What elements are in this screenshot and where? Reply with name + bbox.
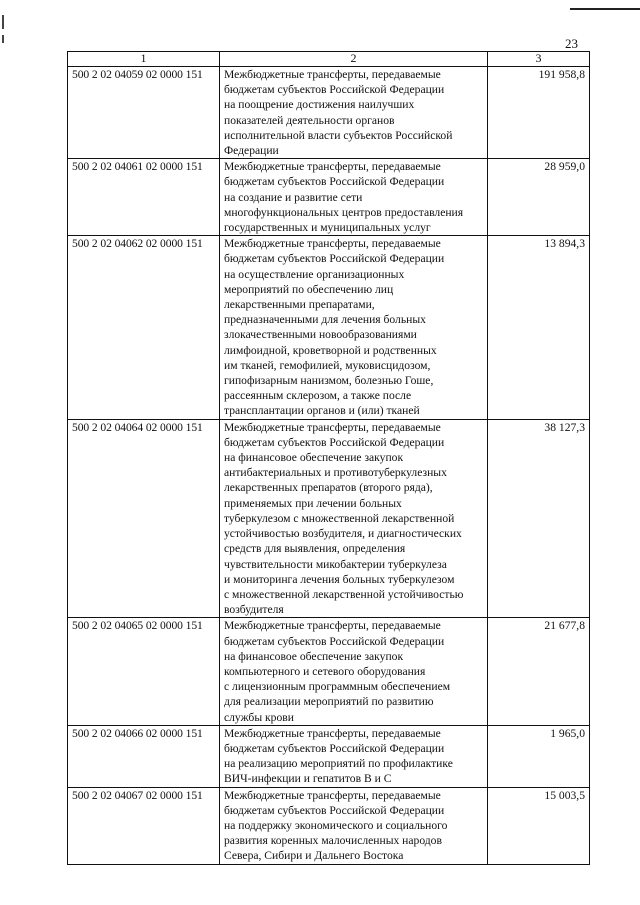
description-line: лекарственных препаратов (второго ряда), (224, 481, 433, 495)
description-line: исполнительной власти субъектов Российской (224, 128, 453, 142)
table-row (68, 419, 590, 618)
description-line: службы крови (224, 710, 294, 724)
description-line: компьютерного и сетевого оборудования (224, 664, 426, 678)
description-line: развития коренных малочисленных народов (224, 834, 442, 848)
description-line: и мониторинга лечения больных туберкулезом (224, 572, 455, 586)
description-line: Межбюджетные трансферты, передаваемые (224, 68, 441, 81)
description-line: им тканей, гемофилией, муковисцидозом, (224, 358, 431, 372)
description-line: антибактериальных и противотуберкулезных (224, 466, 447, 480)
description-line: многофункциональных центров предоставления (224, 205, 464, 219)
budget-transfers-table (67, 51, 590, 865)
amount-value: 191 958,8 (488, 67, 590, 159)
transfer-description (220, 159, 488, 236)
amount-value: 38 127,3 (488, 419, 590, 618)
budget-classification-code: 500 2 02 04066 02 0000 151 (68, 725, 220, 787)
description-line: Межбюджетные трансферты, передаваемые (224, 160, 441, 174)
description-line: бюджетам субъектов Российской Федерации (224, 175, 445, 189)
description-line: бюджетам субъектов Российской Федерации (224, 435, 445, 449)
budget-classification-code: 500 2 02 04059 02 0000 151 (68, 67, 220, 159)
description-line: бюджетам субъектов Российской Федерации (224, 741, 445, 755)
description-line: бюджетам субъектов Российской Федерации (224, 252, 445, 266)
description-line: Межбюджетные трансферты, передаваемые (224, 788, 441, 802)
table-row (68, 787, 590, 864)
amount-value: 15 003,5 (488, 787, 590, 864)
description-line: бюджетам субъектов Российской Федерации (224, 83, 445, 97)
description-line: применяемых при лечении больных (224, 496, 402, 510)
scan-margin-mark (2, 15, 4, 29)
description-line: на осуществление организационных (224, 267, 405, 281)
description-line: Межбюджетные трансферты, передаваемые (224, 726, 441, 740)
scan-edge-mark (570, 8, 640, 10)
transfer-description (220, 419, 488, 618)
description-line: на поощрение достижения наилучших (224, 98, 415, 112)
description-line: лекарственными препаратами, (224, 298, 375, 312)
description-line: бюджетам субъектов Российской Федерации (224, 803, 445, 817)
transfer-description (220, 236, 488, 419)
page-number: 23 (565, 36, 578, 51)
description-line: Севера, Сибири и Дальнего Востока (224, 849, 404, 863)
description-line: гипофизарным нанизмом, болезнью Гоше, (224, 374, 434, 388)
amount-value: 21 677,8 (488, 618, 590, 725)
description-line: на финансовое обеспечение закупок (224, 649, 404, 663)
description-line: чувствительности микобактерии туберкулеза (224, 557, 447, 571)
description-line: злокачественными новообразованиями (224, 328, 417, 342)
table-row (68, 67, 590, 159)
budget-classification-code: 500 2 02 04065 02 0000 151 (68, 618, 220, 725)
table-row (68, 159, 590, 236)
description-line: государственных и муниципальных услуг (224, 221, 431, 235)
column-header-description: 2 (220, 52, 488, 67)
description-line: для реализации мероприятий по развитию (224, 695, 434, 709)
description-line: возбудителя (224, 603, 284, 617)
description-line: туберкулезом с множественной лекарственной (224, 511, 455, 525)
transfer-description (220, 618, 488, 725)
table-header-row (68, 52, 590, 67)
description-line: на реализацию мероприятий по профилактике (224, 757, 453, 771)
budget-classification-code: 500 2 02 04067 02 0000 151 (68, 787, 220, 864)
description-line: трансплантации органов и (или) тканей (224, 404, 420, 418)
budget-classification-code: 500 2 02 04061 02 0000 151 (68, 159, 220, 236)
column-header-code: 1 (68, 52, 220, 67)
description-line: ВИЧ-инфекции и гепатитов В и С (224, 772, 392, 786)
description-line: мероприятий по обеспечению лиц (224, 282, 394, 296)
description-line: средств для выявления, определения (224, 542, 406, 556)
description-line: на поддержку экономического и социального (224, 818, 448, 832)
description-line: показателей деятельности органов (224, 113, 395, 127)
amount-value: 1 965,0 (488, 725, 590, 787)
description-line: предназначенными для лечения больных (224, 313, 426, 327)
description-line: с множественной лекарственной устойчивостью (224, 587, 464, 601)
description-line: на создание и развитие сети (224, 190, 363, 204)
transfer-description (220, 67, 488, 159)
description-line: бюджетам субъектов Российской Федерации (224, 634, 445, 648)
amount-value: 28 959,0 (488, 159, 590, 236)
description-line: с лицензионным программным обеспечением (224, 680, 451, 694)
description-line: Федерации (224, 144, 279, 158)
description-line: лимфоидной, кроветворной и родственных (224, 343, 437, 357)
transfer-description (220, 725, 488, 787)
scan-margin-mark (2, 35, 4, 43)
description-line: на финансовое обеспечение закупок (224, 451, 404, 465)
description-line: Межбюджетные трансферты, передаваемые (224, 619, 441, 633)
transfer-description (220, 787, 488, 864)
table-row (68, 725, 590, 787)
description-line: Межбюджетные трансферты, передаваемые (224, 420, 441, 434)
budget-classification-code: 500 2 02 04064 02 0000 151 (68, 419, 220, 618)
budget-classification-code: 500 2 02 04062 02 0000 151 (68, 236, 220, 419)
column-header-amount: 3 (488, 52, 590, 67)
description-line: рассеянным склерозом, а также после (224, 389, 412, 403)
amount-value: 13 894,3 (488, 236, 590, 419)
table-body (68, 67, 590, 865)
description-line: Межбюджетные трансферты, передаваемые (224, 237, 441, 251)
table-row (68, 236, 590, 419)
description-line: устойчивостью возбудителя, и диагностических (224, 527, 462, 541)
table-row (68, 618, 590, 725)
